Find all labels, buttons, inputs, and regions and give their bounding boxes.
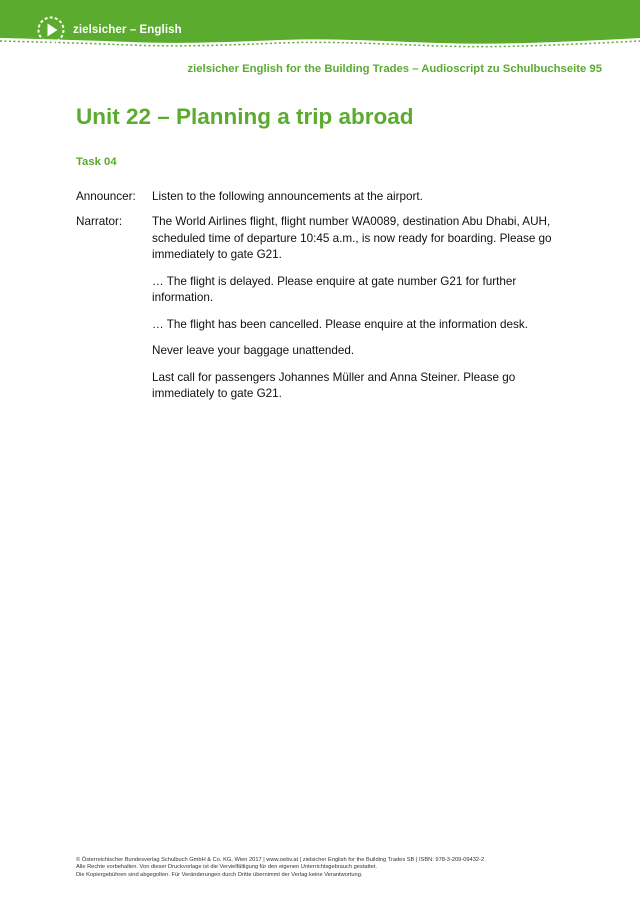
- brand-name: zielsicher – English: [73, 24, 182, 36]
- task-label: Task 04: [76, 156, 117, 168]
- speech-paragraph: Listen to the following announcements at the airport.: [152, 190, 423, 203]
- script-line-narrator: [76, 214, 566, 403]
- header-subtitle: zielsicher English for the Building Trades – Audioscript zu Schulbuchseite 95: [187, 63, 602, 75]
- speech-text: [152, 214, 566, 403]
- speech-paragraph: Never leave your baggage unattended.: [152, 344, 355, 357]
- speaker-label: Narrator:: [76, 215, 123, 228]
- speech-paragraph: The World Airlines flight, flight number WA0089, destination Abu Dhabi, AUH, scheduled time of departure 10:45 a.m., is now ready for boarding. Please go immediately to gate G21.: [152, 215, 552, 261]
- audioscript: [76, 189, 566, 411]
- speech-text: [152, 189, 566, 206]
- footer: [76, 857, 596, 879]
- header-banner: [0, 0, 640, 54]
- speech-paragraph: … The flight has been cancelled. Please enquire at the information desk.: [152, 317, 528, 331]
- page-title: Unit 22 – Planning a trip abroad: [76, 104, 414, 129]
- footer-rights: Alle Rechte vorbehalten. Von dieser Druckvorlage ist die Vervielfältigung für den eigenen Unterrichtsgebrauch gestattet.: [76, 864, 377, 871]
- script-line-announcer: [76, 189, 566, 206]
- speech-paragraph: Last call for passengers Johannes Müller and Anna Steiner. Please go immediately to gate G21.: [152, 370, 516, 400]
- footer-disclaimer: Die Kopiergebühren sind abgegolten. Für Veränderungen durch Dritte übernimmt der Verlag keine Verantwortung.: [76, 871, 363, 878]
- speech-paragraph: … The flight is delayed. Please enquire at gate number G21 for further information.: [152, 274, 517, 304]
- play-circle-icon: [36, 15, 66, 45]
- brand: [36, 14, 182, 46]
- speaker-label: Announcer:: [76, 190, 136, 203]
- footer-copyright: © Österreichischer Bundesverlag Schulbuch GmbH & Co. KG, Wien 2017 | www.oebv.at | zielsicher English for the Building Trades SB | ISBN: 978-3-209-09432-2: [76, 857, 485, 863]
